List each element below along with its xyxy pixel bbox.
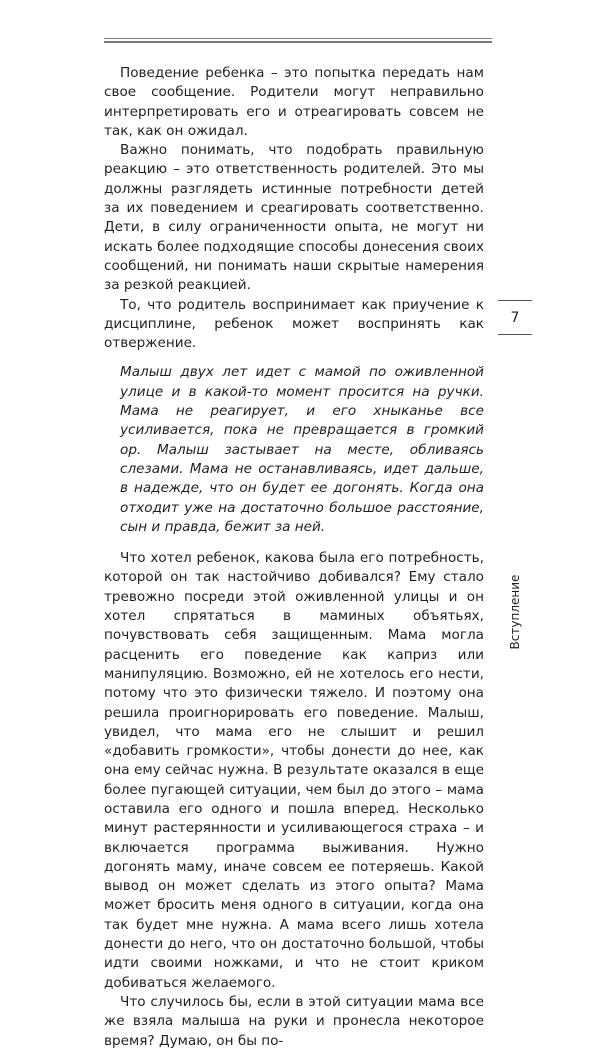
header-rule-thick: [104, 41, 492, 43]
header-rule: [104, 38, 492, 39]
page-number-rule-bottom: [498, 334, 532, 335]
paragraph: Поведение ребенка – это попытка передать нам свое сообщение. Родители могут неправильно интерпретировать его и отреагировать совсем не так, как он ожидал.: [104, 65, 484, 139]
running-head: Вступление: [508, 574, 522, 650]
block-quote: [104, 363, 484, 537]
paragraph: То, что родитель воспринимает как приучение к дисциплине, ребенок может воспринять как отвержение.: [104, 296, 484, 352]
page-number-rule-top: [498, 300, 532, 301]
quote-text: Малыш двух лет идет с мамой по оживленной улице и в какой-то момент просится на ручки. Мама не реагирует, и его хныканье все усиливается, пока не превращается в громкий ор. Малыш застывает на месте, обливаясь слезами. Мама не останавливаясь, идет дальше, в надежде, что он будет ее догонять. Когда она отходит уже на достаточно большое расстояние, сын и правда, бежит за ней.: [120, 364, 484, 535]
page-body: [104, 64, 484, 1051]
page-number: 7: [510, 310, 520, 326]
paragraph: Что случилось бы, если в этой ситуации мама все же взяла малыша на руки и пронесла некоторое время? Думаю, он бы по-: [104, 993, 484, 1049]
paragraph: Что хотел ребенок, какова была его потребность, которой он так настойчиво добивался? Ему стало тревожно посреди этой оживленной улицы и он хотел спрятаться в маминых объятьях, почувствовать себя защищенным. Мама могла расценить его поведение как каприз или манипуляцию. Возможно, ей не хотелось его нести, потому что это физически тяжело. И поэтому она решила проигнорировать его поведение. Малыш, увидел, что мама его не слышит и решил «добавить громкости», чтобы донести до нее, как она ему сейчас нужна. В результате оказался в еще более пугающей ситуации, чем был до этого – мама оставила его одного и пошла вперед. Несколько минут растерянности и усиливающегося страха – и включается программа выживания. Нужно догонять маму, иначе совсем ее потеряешь. Какой вывод он может сделать из этого опыта? Мама может бросить меня одного в ситуации, когда она так будет мне нужна. А мама всего лишь хотела донести до него, что он достаточно большой, чтобы идти своими ножками, и что не стоит криком добиваться желаемого.: [104, 550, 484, 991]
paragraph: Важно понимать, что подобрать правильную реакцию – это ответственность родителей. Это мы должны разглядеть истинные потребности детей за их поведением и среагировать соответственно. Дети, в силу ограниченности опыта, не могут ни искать более подходящие способы донесения своих сообщений, ни понимать наши скрытые намерения за резкой реакцией.: [104, 142, 485, 294]
